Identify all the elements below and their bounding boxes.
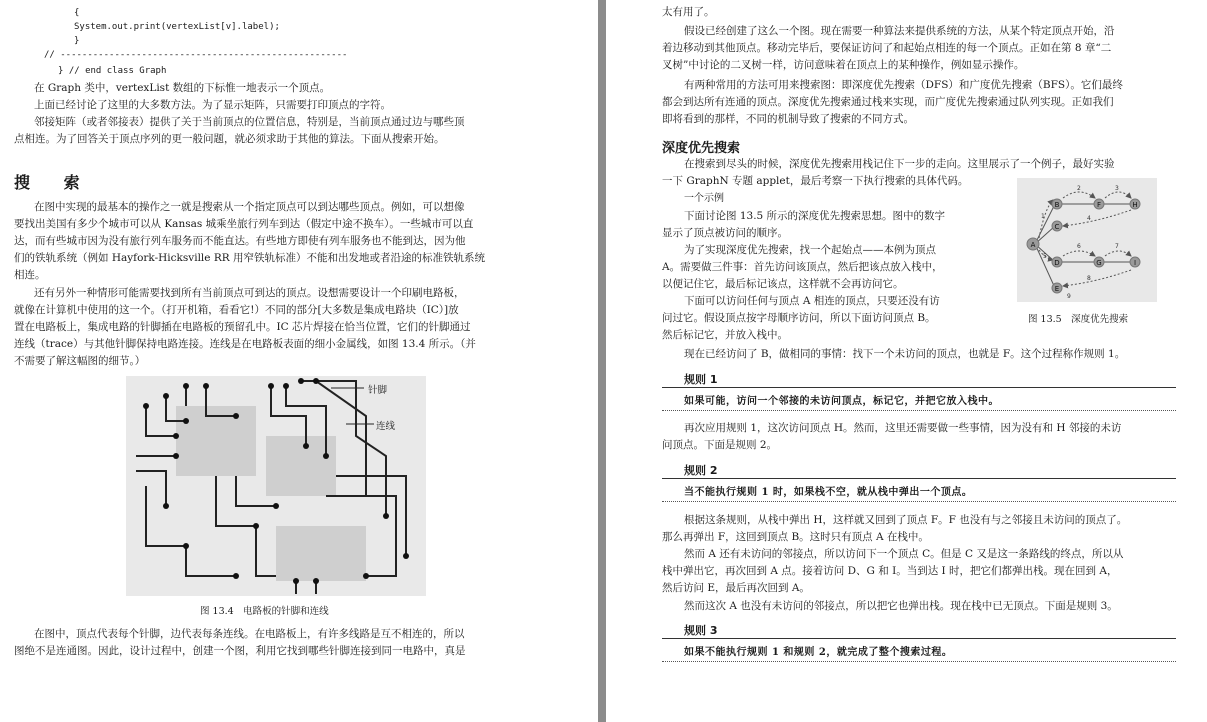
graph-order-number: 6	[1077, 243, 1081, 250]
para1-line: 相连。	[14, 269, 46, 281]
code-line: }	[74, 36, 80, 46]
text-line: 那么再弹出 F，这回到顶点 B。这时只有顶点 A 在栈中。	[662, 531, 929, 543]
graph-node-label: C	[1054, 223, 1060, 231]
dfs-line: 然后标记它，并放入栈中。	[662, 329, 788, 341]
circuit-board-figure	[126, 376, 426, 596]
text-line: 太有用了。	[662, 6, 715, 18]
text-line: 然而这次 A 也没有未访问的邻接点，所以把它也弹出栈。现在栈中已无顶点。下面是规则 3。	[684, 600, 1118, 612]
para2-line: 就像在计算机中使用的这一个。（打开机箱，看看它!）不同的部分[大多数是集成电路块（IC）]放	[14, 304, 459, 316]
graph-node-label: G	[1096, 259, 1102, 267]
intro-line: 邻接矩阵（或者邻接表）提供了关于当前顶点的位置信息，特别是，当前顶点通过边与哪些顶	[34, 116, 465, 128]
para2-line: 置在电路板上，集成电路的针脚插在电路板的预留孔中。IC 芯片焊接在恰当位置，它们的针脚通过	[14, 321, 471, 333]
left-page	[0, 0, 598, 722]
intro-line: 在 Graph 类中，vertexList 数组的下标惟一地表示一个顶点。	[34, 82, 331, 94]
rule2-text: 当不能执行规则 1 时，如果栈不空，就从栈中弹出一个顶点。	[684, 487, 973, 498]
graph-node-label: E	[1054, 285, 1060, 293]
rule1-title: 规则 1	[684, 373, 718, 386]
text-line: 假设已经创建了这么一个图。现在需要一种算法来提供系统的方法，从某个特定顶点开始，沿	[684, 25, 1115, 37]
text-line: 根据这条规则，从栈中弹出 H，这样就又回到了顶点 F。F 也没有与之邻接且未访问的顶点了。	[684, 514, 1128, 526]
graph-order-number: 3	[1115, 185, 1119, 192]
text-line: 即将看到的那样，不同的机制导致了搜索的不同方式。	[662, 113, 914, 125]
graph-node-label: D	[1054, 259, 1060, 267]
dfs-title: 深度优先搜索	[662, 141, 741, 156]
graph-order-number: 7	[1115, 243, 1119, 250]
graph-node-label: I	[1133, 259, 1137, 267]
dfs-line: 一下 GraphN 专题 applet，最后考察一下执行搜索的具体代码。	[662, 175, 969, 187]
graph-node-label: B	[1054, 201, 1060, 209]
graph-order-number: 2	[1077, 185, 1081, 192]
graph-order-number: 9	[1067, 293, 1071, 300]
text-line: 现在已经访问了 B，做相同的事情：找下一个未访问的顶点，也就是 F。这个过程称作规则 1。	[684, 348, 1126, 360]
text-line: 问顶点。下面是规则 2。	[662, 439, 778, 451]
code-line: } // end class Graph	[58, 66, 167, 76]
graph-order-number: 1	[1041, 213, 1045, 220]
code-line: // -----------------------------------------------------	[44, 50, 348, 60]
text-line: 然后访问 E，最后再次回到 A。	[662, 582, 810, 594]
graph-order-number: 8	[1087, 275, 1091, 282]
example-heading: 一个示例	[684, 193, 724, 204]
para1-line: 们的铁轨系统（例如 Hayfork-Hicksville RR 用窄铁轨标准）不能和出发地或者沿途的标准铁轨系统	[14, 252, 485, 264]
intro-line: 上面已经讨论了这里的大多数方法。为了显示矩阵，只需要打印顶点的字符。	[34, 99, 391, 111]
para3-line: 在图中，顶点代表每个针脚，边代表每条连线。在电路板上，有许多线路是互不相连的，所以	[34, 628, 465, 640]
code-line: System.out.print(vertexList[v].label);	[74, 22, 280, 32]
dfs-line: 显示了顶点被访问的顺序。	[662, 227, 788, 239]
text-line: 着边移动到其他顶点。移动完毕后，要保证访问了和起始点相连的每一个顶点。正如在第 8 章“二	[662, 42, 1112, 54]
dfs-figure-caption: 图 13.5 深度优先搜索	[1028, 314, 1129, 325]
graph-order-number: 5	[1043, 253, 1047, 260]
section-title: 搜 索	[14, 173, 94, 192]
figure-label-pin: 针脚	[368, 385, 388, 396]
rule3-title: 规则 3	[684, 624, 718, 637]
text-line: 都会到达所有连通的顶点。深度优先搜索通过栈来实现，而广度优先搜索通过队列实现。正如我们	[662, 96, 1114, 108]
dfs-line: 下面可以访问任何与顶点 A 相连的顶点，只要还没有访	[684, 295, 940, 307]
text-line: 栈中弹出它，再次回到 A 点。接着访问 D、G 和 I。当到达 I 时，把它们都弹出栈。现在回到 A，	[662, 565, 1118, 577]
para1-line: 要找出美国有多少个城市可以从 Kansas 城乘坐旅行列车到达（假定中途不换车）。一些城市可以直	[14, 218, 474, 230]
rule3-text: 如果不能执行规则 1 和规则 2，就完成了整个搜索过程。	[684, 647, 953, 658]
para2-line: 还有另外一种情形可能需要找到所有当前顶点可到达的顶点。设想需要设计一个印刷电路板，	[34, 287, 465, 299]
dfs-line: 以便记住它，最后标记该点，这样就不会再访问它。	[662, 278, 904, 290]
para1-line: 达，而有些城市因为没有旅行列车服务而不能直达。有些地方即使有列车服务也不能到达，因为他	[14, 235, 466, 247]
dfs-line: 为了实现深度优先搜索，找一个起始点——本例为顶点	[684, 244, 936, 256]
graph-node-label: A	[1030, 241, 1036, 249]
para3-line: 图绝不是连通图。因此，设计过程中，创建一个图，利用它找到哪些针脚连接到同一电路中，真是	[14, 645, 466, 657]
para2-line: 不需要了解这幅图的细节。）	[14, 355, 146, 367]
code-line: {	[74, 8, 80, 18]
text-line: 有两种常用的方法可用来搜索图：即深度优先搜索（DFS）和广度优先搜索（BFS）。它们最终	[684, 79, 1123, 91]
rule1-text: 如果可能，访问一个邻接的未访问顶点，标记它，并把它放入栈中。	[684, 396, 999, 407]
para2-line: 连线（trace）与其他针脚保持电路连接。连线是在电路板表面的细小金属线，如图 13.4 所示。（并	[14, 338, 476, 350]
rule2-title: 规则 2	[684, 464, 718, 477]
dfs-line: A。需要做三件事：首先访问该顶点，然后把该点放入栈中，	[662, 261, 943, 273]
dfs-line: 下面讨论图 13.5 所示的深度优先搜索思想。图中的数字	[684, 210, 946, 222]
dfs-graph-figure	[1017, 178, 1157, 302]
graph-node-label: H	[1132, 201, 1138, 209]
figure-label-trace: 连线	[376, 421, 396, 432]
intro-line: 点相连。为了回答关于顶点序列的更一般问题，就必须求助于其他的算法。下面从搜索开始。	[14, 133, 445, 145]
dfs-line: 在搜索到尽头的时候，深度优先搜索用栈记住下一步的走向。这里展示了一个例子，最好实验	[684, 158, 1115, 170]
text-line: 再次应用规则 1，这次访问顶点 H。然而，这里还需要做一些事情，因为没有和 H 邻接的未访	[684, 422, 1122, 434]
para1-line: 在图中实现的最基本的操作之一就是搜索从一个指定顶点可以到达哪些顶点。例如，可以想像	[34, 201, 465, 213]
dfs-line: 问过它。假设顶点按字母顺序访问，所以下面访问顶点 B。	[662, 312, 936, 324]
graph-node-label: F	[1096, 201, 1102, 209]
figure-caption: 图 13.4 电路板的针脚和连线	[200, 606, 329, 617]
graph-order-number: 4	[1087, 215, 1091, 222]
text-line: 然而 A 还有未访问的邻接点，所以访问下一个顶点 C。但是 C 又是这一条路线的终点，所以从	[684, 548, 1124, 560]
text-line: 叉树”中讨论的二叉树一样，访问意味着在顶点上的某种操作，例如显示操作。	[662, 59, 1025, 71]
right-page	[606, 0, 1207, 722]
